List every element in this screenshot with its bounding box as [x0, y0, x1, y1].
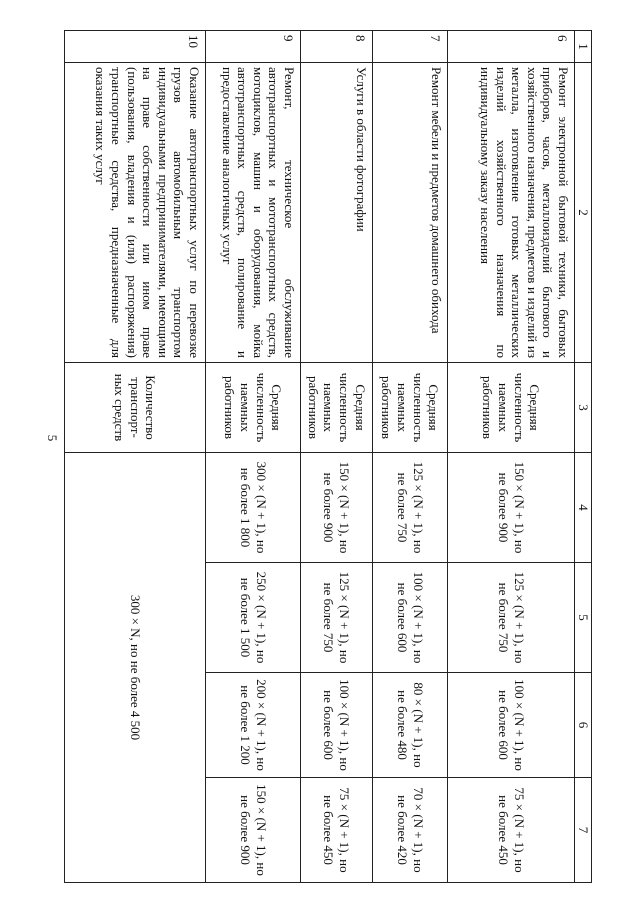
activity-description: Ремонт, техническое обслуживание автотранспортных и мототранспортных средств, мотоциклов, машин и оборудования, мойка автотранспортных средств, полирование и предоставление аналогичных услуг	[206, 63, 301, 363]
value-col-5: 100 × (N + 1), но не более 600	[373, 563, 448, 673]
tax-rate-table	[64, 30, 592, 883]
activity-description: Услуги в области фотографии	[301, 63, 373, 363]
table-row	[206, 31, 301, 883]
value-col-6: 200 × (N + 1), но не более 1 200	[206, 673, 301, 778]
basis-indicator: Средняя численность наемных работников	[301, 363, 373, 453]
basis-indicator: Средняя численность наемных работников	[448, 363, 575, 453]
basis-indicator: Средняя численность наемных работников	[206, 363, 301, 453]
value-col-7: 75 × (N + 1), но не более 450	[301, 778, 373, 883]
header-col-2: 2	[575, 63, 592, 363]
value-col-7: 150 × (N + 1), но не более 900	[206, 778, 301, 883]
header-col-7: 7	[575, 778, 592, 883]
basis-indicator: Средняя численность наемных работников	[373, 363, 448, 453]
value-col-5: 125 × (N + 1), но не более 750	[448, 563, 575, 673]
table-row	[373, 31, 448, 883]
activity-description: Ремонт мебели и предметов домашнего обихода	[373, 63, 448, 363]
table-row	[65, 31, 206, 883]
rotated-table-wrapper	[66, 30, 592, 882]
header-col-3: 3	[575, 363, 592, 453]
activity-description: Ремонт электронной бытовой техники, бытовых приборов, часов, металлоизделий бытового и хозяйственного назначения, предметов и изделий из металла, изготовление готовых металлических изделий хозяйственного назначения по индивидуальному заказу населения	[448, 63, 575, 363]
value-col-4: 150 × (N + 1), но не более 900	[448, 453, 575, 563]
value-col-6: 80 × (N + 1), но не более 480	[373, 673, 448, 778]
value-col-6: 100 × (N + 1), но не более 600	[448, 673, 575, 778]
table-row	[448, 31, 575, 883]
page-number: 5	[45, 434, 60, 442]
value-col-5: 250 × (N + 1), но не более 1 500	[206, 563, 301, 673]
basis-indicator: Количество транспорт-ных средств	[65, 363, 206, 453]
value-col-4: 150 × (N + 1), но не более 900	[301, 453, 373, 563]
row-number: 6	[448, 31, 575, 63]
row-number: 7	[373, 31, 448, 63]
header-col-6: 6	[575, 673, 592, 778]
value-col-7: 70 × (N + 1), но не более 420	[373, 778, 448, 883]
row-number: 8	[301, 31, 373, 63]
merged-value-cell: 300 × N, но не более 4 500	[65, 453, 206, 883]
row-number: 10	[65, 31, 206, 63]
value-col-6: 100 × (N + 1), но не более 600	[301, 673, 373, 778]
header-col-5: 5	[575, 563, 592, 673]
value-col-4: 300 × (N + 1), но не более 1 800	[206, 453, 301, 563]
activity-description: Оказание автотранспортных услуг по перевозке грузов автомобильным транспортом индивидуальными предпринимателями, имеющими на праве собственности или ином праве (пользования, владения и (или) распоряжения) транспортные средства, предназначенные для оказания таких услуг	[65, 63, 206, 363]
header-col-4: 4	[575, 453, 592, 563]
row-number: 9	[206, 31, 301, 63]
value-col-4: 125 × (N + 1), но не более 750	[373, 453, 448, 563]
header-col-1: 1	[575, 31, 592, 63]
header-row	[575, 31, 592, 883]
table-row	[301, 31, 373, 883]
value-col-7: 75 × (N + 1), но не более 450	[448, 778, 575, 883]
value-col-5: 125 × (N + 1), но не более 750	[301, 563, 373, 673]
